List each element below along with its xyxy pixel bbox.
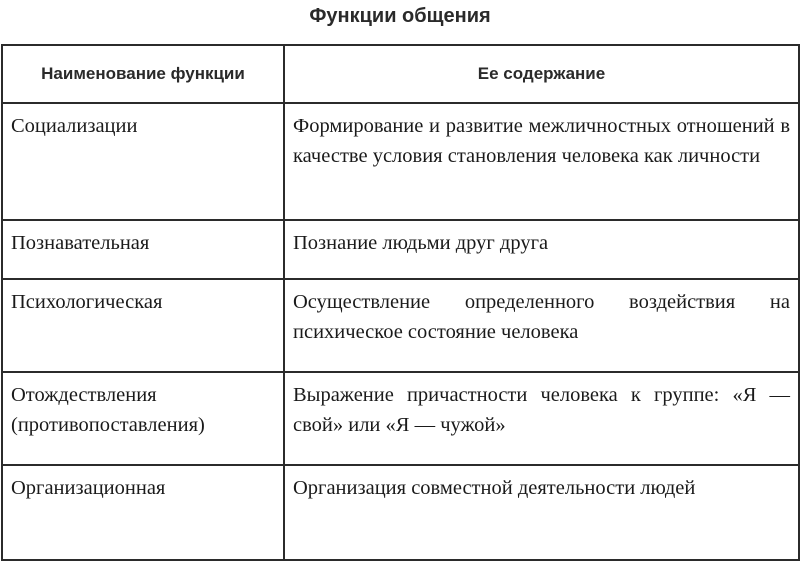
function-content-cell: Осуществление определенного воздействия на психическое состояние человека xyxy=(284,279,799,372)
table-row xyxy=(2,103,799,220)
function-name-cell: Социализации xyxy=(2,103,284,220)
function-name-cell: Познавательная xyxy=(2,220,284,279)
header-function-content: Ее содержание xyxy=(284,45,799,103)
table-row xyxy=(2,220,799,279)
header-function-name: Наименование функции xyxy=(2,45,284,103)
table-row xyxy=(2,372,799,465)
function-content-cell: Организация совместной деятельности людей xyxy=(284,465,799,560)
function-name-cell: Организационная xyxy=(2,465,284,560)
page-title: Функции общения xyxy=(309,5,491,27)
function-content-cell: Формирование и развитие межличностных отношений в качестве условия становления человека как личности xyxy=(284,103,799,220)
functions-table xyxy=(1,44,800,561)
table-row xyxy=(2,465,799,560)
function-name-cell: Психологическая xyxy=(2,279,284,372)
function-content-cell: Познание людьми друг друга xyxy=(284,220,799,279)
table-row xyxy=(2,279,799,372)
table-header-row xyxy=(2,45,799,103)
function-content-cell: Выражение причастности человека к группе: «Я — свой» или «Я — чужой» xyxy=(284,372,799,465)
function-name-cell: Отождествления (противопоставления) xyxy=(2,372,284,465)
